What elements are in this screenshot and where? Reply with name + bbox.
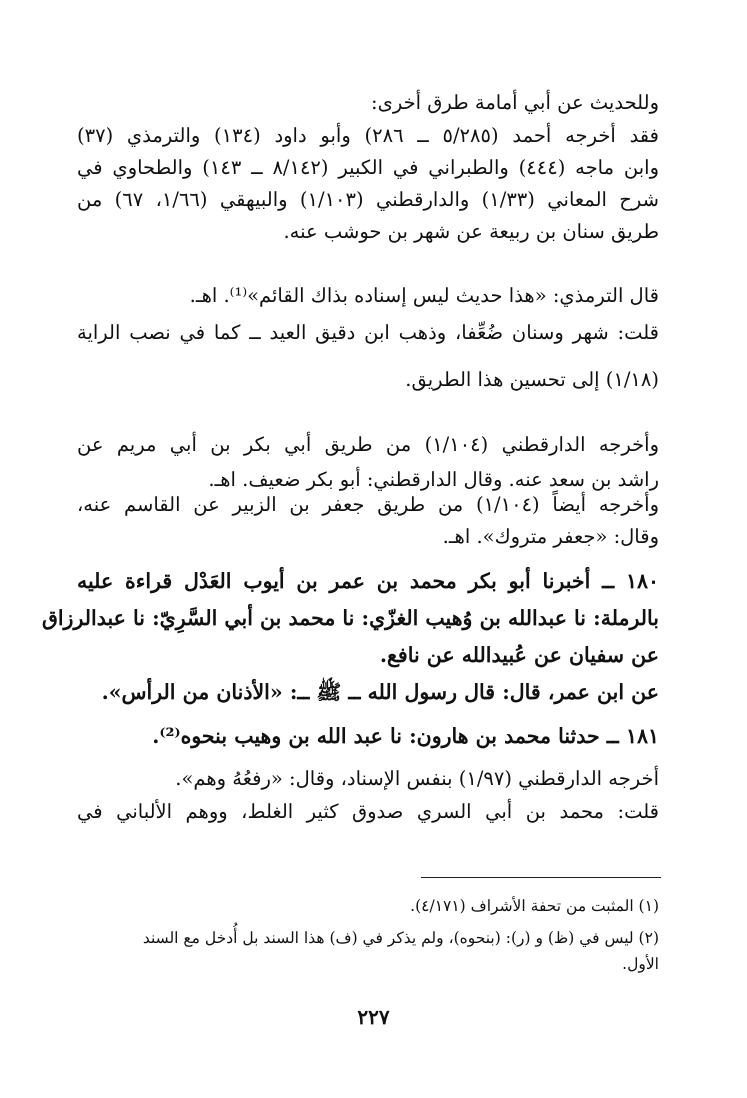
body-line-8: (١/١٨) إلى تحسين هذا الطريق.: [405, 368, 659, 391]
body-line-19: قلت: محمد بن أبي السري صدوق كثير الغلط، ووهم الألباني في: [77, 800, 659, 823]
body-line-2: فقد أخرجه أحمد (٥/٢٨٥ ــ ٢٨٦) وأبو داود (١٣٤) والترمذي (٣٧): [77, 124, 659, 147]
hadith-180-line-2: بالرملة: نا عبدالله بن وُهيب الغزّي: نا محمد بن أبي السَّرِيّ: نا عبدالرزاق: [41, 606, 659, 630]
page-number: ٢٢٧: [357, 1005, 390, 1029]
footnote-2: (٢) ليس في (ظ) و (ر): (بنحوه)، ولم يذكر في (ف) هذا السند بل أُدخل مع السند: [142, 929, 659, 947]
body-line-11: وأخرجه أيضاً (١/١٠٤) من طريق جعفر بن الزبير عن القاسم عنه،: [77, 493, 659, 516]
body-line-3: وابن ماجه (٤٤٤) والطبراني في الكبير (٨/١٤٢ ــ ١٤٣) والطحاوي في: [77, 156, 660, 179]
hadith-181: ١٨١ ــ حدثنا محمد بن هارون: نا عبد الله بن وهيب بنحوه⁽²⁾.: [152, 724, 659, 748]
footnote-divider: [421, 877, 661, 878]
hadith-180-matn: عن ابن عمر، قال: قال رسول الله ــ ﷺ ــ: «الأذنان من الرأس».: [101, 680, 659, 704]
hadith-180-line-3: عن سفيان عن عُبيدالله عن نافع.: [379, 643, 659, 667]
body-line-6: قال الترمذي: «هذا حديث ليس إسناده بذاك القائم»⁽¹⁾. اهـ.: [189, 284, 659, 307]
body-line-4: شرح المعاني (١/٣٣) والدارقطني (١/١٠٣) والبيهقي (١/٦٦، ٦٧) من: [77, 188, 659, 211]
body-line-1: وللحديث عن أبي أمامة طرق أخرى:: [371, 91, 659, 114]
footnote-1: (١) المثبت من تحفة الأشراف (٤/١٧١).: [410, 897, 659, 915]
footnote-2-cont: الأول.: [622, 955, 659, 973]
body-line-18: أخرجه الدارقطني (١/٩٧) بنفس الإسناد، وقال: «رفعُهُ وهم».: [175, 767, 659, 790]
body-line-12: وقال: «جعفر متروك». اهـ.: [442, 525, 659, 548]
body-line-9: وأخرجه الدارقطني (١/١٠٤) من طريق أبي بكر بن أبي مريم عن: [77, 433, 660, 456]
body-line-10: راشد بن سعد عنه. وقال الدارقطني: أبو بكر ضعيف. اهـ.: [208, 468, 659, 491]
body-line-5: طريق سنان بن ربيعة عن شهر بن حوشب عنه.: [283, 220, 659, 243]
body-line-7: قلت: شهر وسنان ضُعِّفا، وذهب ابن دقيق العيد ــ كما في نصب الراية: [77, 321, 659, 344]
hadith-180-line-1: ١٨٠ ــ أخبرنا أبو بكر محمد بن عمر بن أيوب العَدْل قراءة عليه: [77, 569, 659, 593]
